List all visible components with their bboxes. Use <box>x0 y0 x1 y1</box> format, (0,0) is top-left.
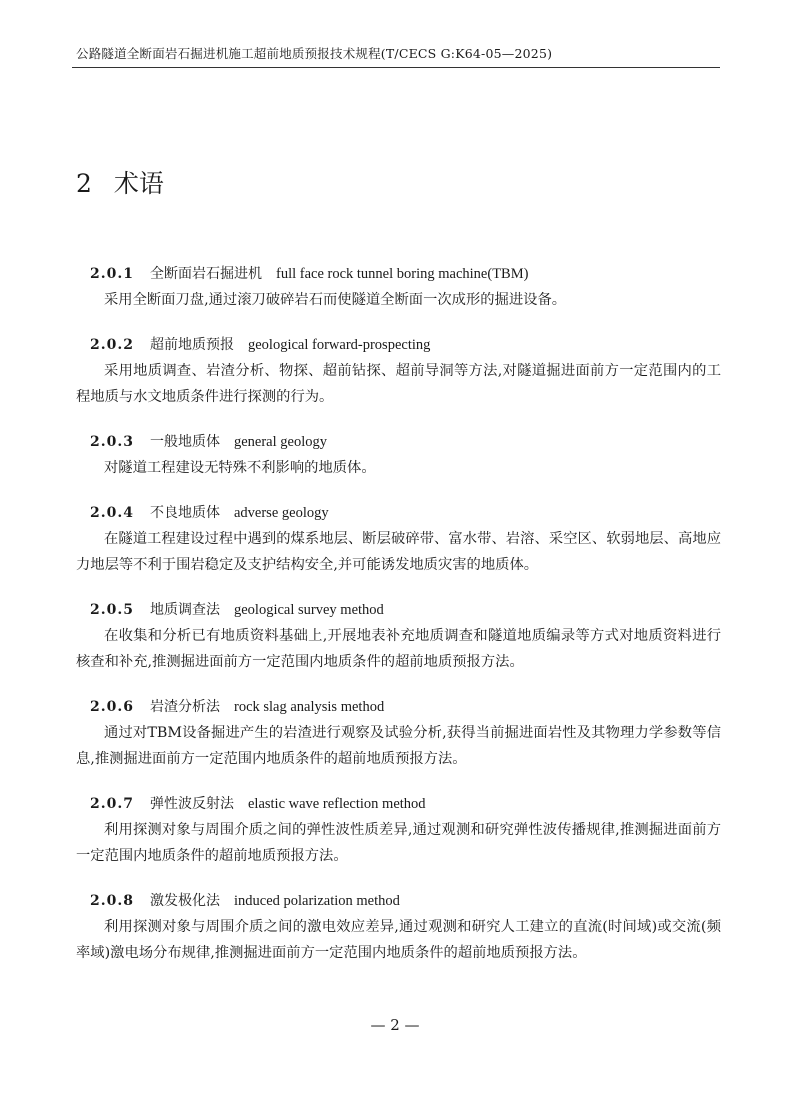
term-entry <box>76 598 721 675</box>
term-name-en: geological forward-prospecting <box>247 337 431 353</box>
chapter-title: 术语 <box>113 169 164 198</box>
term-name-cn: 激发极化法 <box>149 893 220 909</box>
term-heading <box>76 262 721 287</box>
term-heading <box>76 695 721 720</box>
term-number: 2.0.1 <box>90 266 134 282</box>
terms-list <box>76 262 721 986</box>
term-definition: 采用全断面刀盘,通过滚刀破碎岩石而使隧道全断面一次成形的掘进设备。 <box>104 292 567 308</box>
running-header: 公路隧道全断面岩石掘进机施工超前地质预报技术规程(T/CECS G:K64-05—2025) <box>76 46 553 61</box>
term-name-cn: 弹性波反射法 <box>149 796 234 812</box>
term-name-en: rock slag analysis method <box>233 699 385 715</box>
term-heading <box>76 889 721 914</box>
term-heading <box>76 598 721 623</box>
term-entry <box>76 262 721 313</box>
chapter-number: 2 <box>76 169 92 198</box>
term-heading <box>76 333 721 358</box>
term-entry <box>76 501 721 578</box>
term-number: 2.0.3 <box>90 434 134 450</box>
term-entry <box>76 792 721 869</box>
page-number: — 2 — <box>370 1016 420 1034</box>
term-name-en: induced polarization method <box>233 893 400 909</box>
term-name-en: elastic wave reflection method <box>247 796 426 812</box>
term-definition: 利用探测对象与周围介质之间的激电效应差异,通过观测和研究人工建立的直流(时间域)或交流(频率域)激电场分布规律,推测掘进面前方一定范围内地质条件的超前地质预报方法。 <box>76 919 721 961</box>
term-name-en: adverse geology <box>233 505 329 521</box>
term-name-en: full face rock tunnel boring machine(TBM) <box>275 266 529 282</box>
term-definition: 在收集和分析已有地质资料基础上,开展地表补充地质调查和隧道地质编录等方式对地质资料进行核查和补充,推测掘进面前方一定范围内地质条件的超前地质预报方法。 <box>76 628 721 670</box>
term-number: 2.0.7 <box>90 796 134 812</box>
term-number: 2.0.2 <box>90 337 134 353</box>
term-entry <box>76 333 721 410</box>
term-number: 2.0.6 <box>90 699 134 715</box>
term-heading <box>76 430 721 455</box>
term-name-cn: 岩渣分析法 <box>149 699 220 715</box>
term-name-cn: 不良地质体 <box>149 505 220 521</box>
term-name-en: general geology <box>233 434 327 450</box>
header-divider <box>72 67 720 68</box>
term-definition: 通过对TBM设备掘进产生的岩渣进行观察及试验分析,获得当前掘进面岩性及其物理力学参数等信息,推测掘进面前方一定范围内地质条件的超前地质预报方法。 <box>76 725 721 767</box>
term-heading <box>76 792 721 817</box>
term-name-cn: 超前地质预报 <box>149 337 234 353</box>
term-entry <box>76 889 721 966</box>
term-definition: 利用探测对象与周围介质之间的弹性波性质差异,通过观测和研究弹性波传播规律,推测掘进面前方一定范围内地质条件的超前地质预报方法。 <box>76 822 721 864</box>
term-entry <box>76 430 721 481</box>
term-number: 2.0.8 <box>90 893 134 909</box>
term-name-cn: 地质调查法 <box>149 602 220 618</box>
term-name-cn: 全断面岩石掘进机 <box>149 266 262 282</box>
term-name-cn: 一般地质体 <box>149 434 220 450</box>
term-definition: 在隧道工程建设过程中遇到的煤系地层、断层破碎带、富水带、岩溶、采空区、软弱地层、高地应力地层等不利于围岩稳定及支护结构安全,并可能诱发地质灾害的地质体。 <box>76 531 721 573</box>
chapter-heading <box>76 164 164 200</box>
term-definition: 对隧道工程建设无特殊不利影响的地质体。 <box>104 460 376 476</box>
term-name-en: geological survey method <box>233 602 384 618</box>
term-number: 2.0.4 <box>90 505 134 521</box>
term-entry <box>76 695 721 772</box>
term-number: 2.0.5 <box>90 602 134 618</box>
term-definition: 采用地质调查、岩渣分析、物探、超前钻探、超前导洞等方法,对隧道掘进面前方一定范围内的工程地质与水文地质条件进行探测的行为。 <box>76 363 721 405</box>
term-heading <box>76 501 721 526</box>
